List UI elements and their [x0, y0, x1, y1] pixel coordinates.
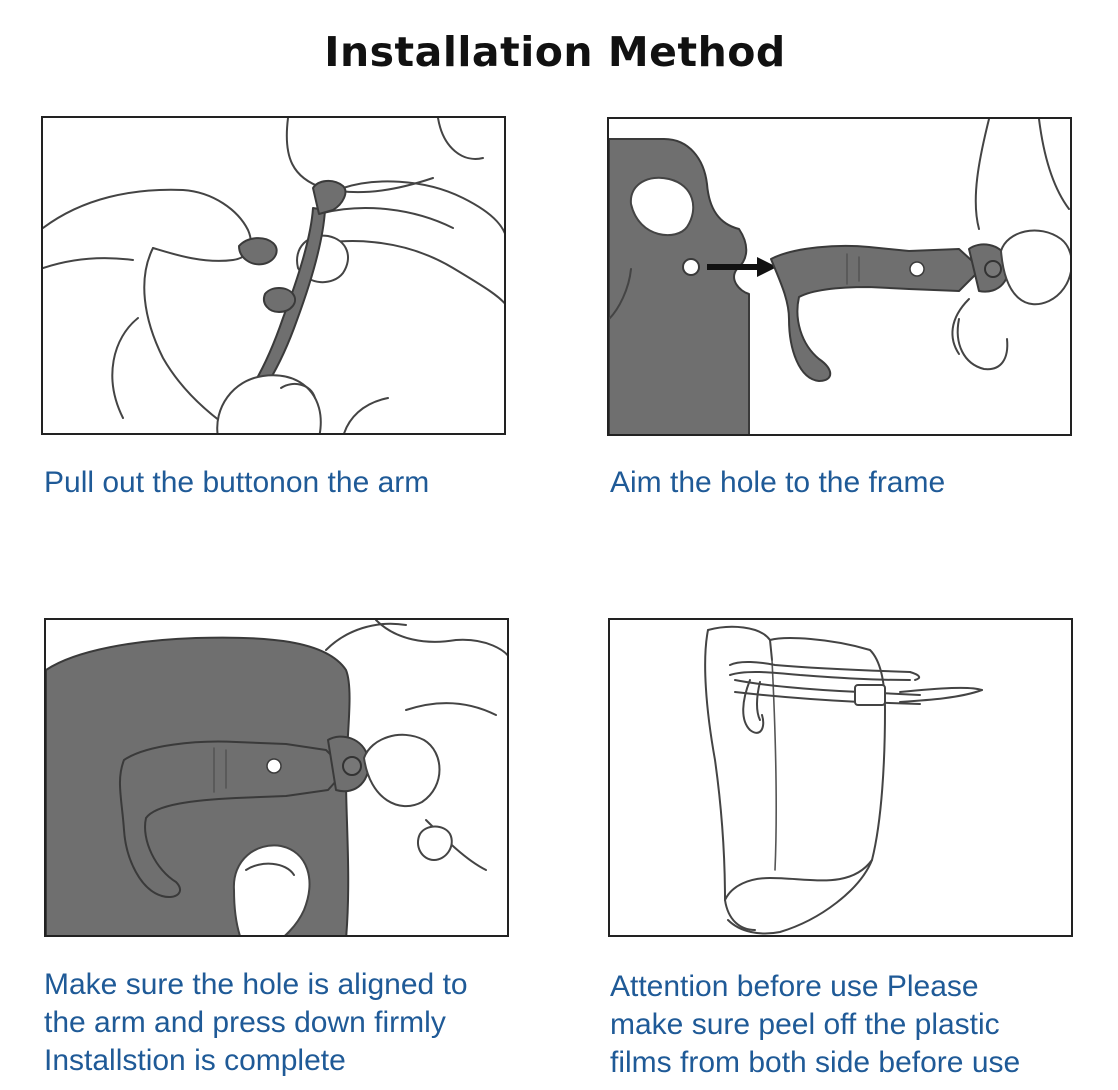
page-title: Installation Method — [324, 28, 786, 76]
step-3-illustration — [44, 618, 509, 937]
assembled-face-shield-icon — [610, 620, 1073, 937]
press-arm-into-frame-icon — [46, 620, 509, 937]
caption-line: Pull out the buttonon the arm — [44, 466, 430, 499]
caption-line: Installstion is complete — [44, 1044, 346, 1077]
caption-line: Make sure the hole is aligned to — [44, 968, 468, 1001]
caption-line: Aim the hole to the frame — [610, 466, 946, 499]
caption-line: films from both side before use — [610, 1046, 1021, 1079]
hands-pulling-button-icon — [43, 118, 506, 435]
caption-line: the arm and press down firmly — [44, 1006, 446, 1039]
step-2-caption — [610, 464, 945, 502]
step-4-illustration — [608, 618, 1073, 937]
step-1-caption — [44, 464, 429, 502]
step-3-caption — [44, 966, 468, 1080]
step-1-illustration — [41, 116, 506, 435]
step-4-caption — [610, 968, 1020, 1082]
caption-line: make sure peel off the plastic — [610, 1008, 1000, 1041]
caption-line: Attention before use Please — [610, 970, 979, 1003]
frame-hole-alignment-icon — [609, 119, 1072, 436]
step-2-illustration — [607, 117, 1072, 436]
